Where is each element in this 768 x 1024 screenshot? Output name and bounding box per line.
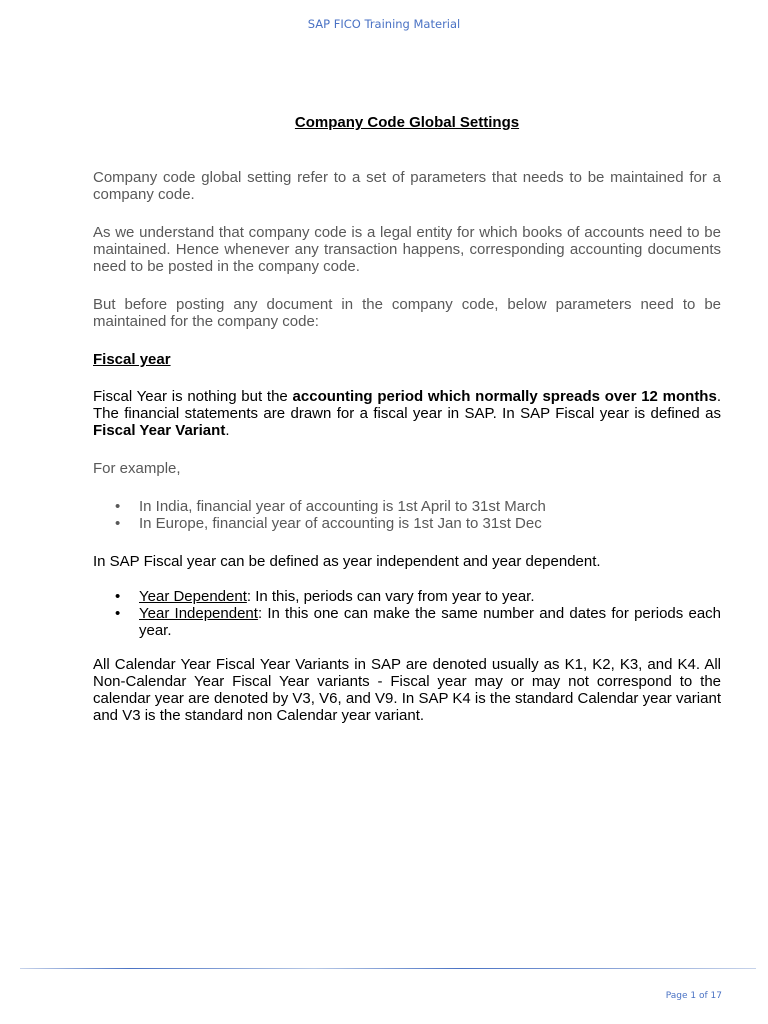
document-body (93, 114, 721, 724)
bullet-icon: • (115, 605, 121, 622)
page-header: SAP FICO Training Material (307, 17, 461, 31)
example-text: In India, financial year of accounting is 1st April to 31st March (139, 498, 546, 515)
example-text: In Europe, financial year of accounting is 1st Jan to 31st Dec (139, 515, 542, 532)
type-desc: : In this, periods can vary from year to year. (246, 588, 535, 605)
intro-paragraph-3: But before posting any document in the company code, below parameters need to be maintained for the company code: (93, 296, 721, 330)
type-desc: : In this one can make the same number and dates for periods each year. (139, 605, 722, 639)
bullet-icon: • (115, 588, 121, 605)
variants-paragraph: All Calendar Year Fiscal Year Variants in SAP are denoted usually as K1, K2, K3, and K4. All Non-Calendar Year Fiscal Year variants - Fiscal year may or may not correspond to the calendar year are denoted by V3, V6, and V9. In SAP K4 is the standard Calendar year variant and V3 is the standard non Calendar year variant. (93, 656, 721, 724)
examples-list (93, 498, 721, 532)
definition-bold-period: accounting period which normally spreads over 12 months (292, 388, 717, 405)
list-item (93, 498, 721, 515)
list-item (93, 515, 721, 532)
fiscal-year-heading: Fiscal year (93, 351, 171, 368)
example-intro: For example, (93, 460, 181, 477)
type-term: Year Dependent (139, 588, 247, 605)
page-number: Page 1 of 17 (665, 991, 722, 1001)
intro-paragraph-1: Company code global setting refer to a set of parameters that needs to be maintained for a company code. (93, 169, 721, 203)
intro-paragraph-2: As we understand that company code is a legal entity for which books of accounts need to be maintained. Hence whenever any transaction happens, corresponding accounting documents need to be posted in the company code. (93, 224, 721, 275)
list-item (93, 588, 721, 605)
type-term: Year Independent (139, 605, 258, 622)
footer-divider (20, 968, 756, 969)
definition-text: . (225, 422, 230, 439)
definition-text: . The financial statements are drawn for a fiscal year in SAP. In SAP Fiscal year is defined as (93, 388, 721, 422)
definition-text: Fiscal Year is nothing but the (93, 388, 293, 405)
fiscal-year-definition (93, 388, 721, 439)
bullet-icon: • (115, 515, 121, 532)
types-list (93, 588, 721, 639)
bullet-icon: • (115, 498, 121, 515)
types-intro: In SAP Fiscal year can be defined as year independent and year dependent. (93, 553, 601, 570)
page-title: Company Code Global Settings (294, 114, 520, 131)
list-item (93, 605, 721, 639)
definition-bold-variant: Fiscal Year Variant (93, 422, 226, 439)
